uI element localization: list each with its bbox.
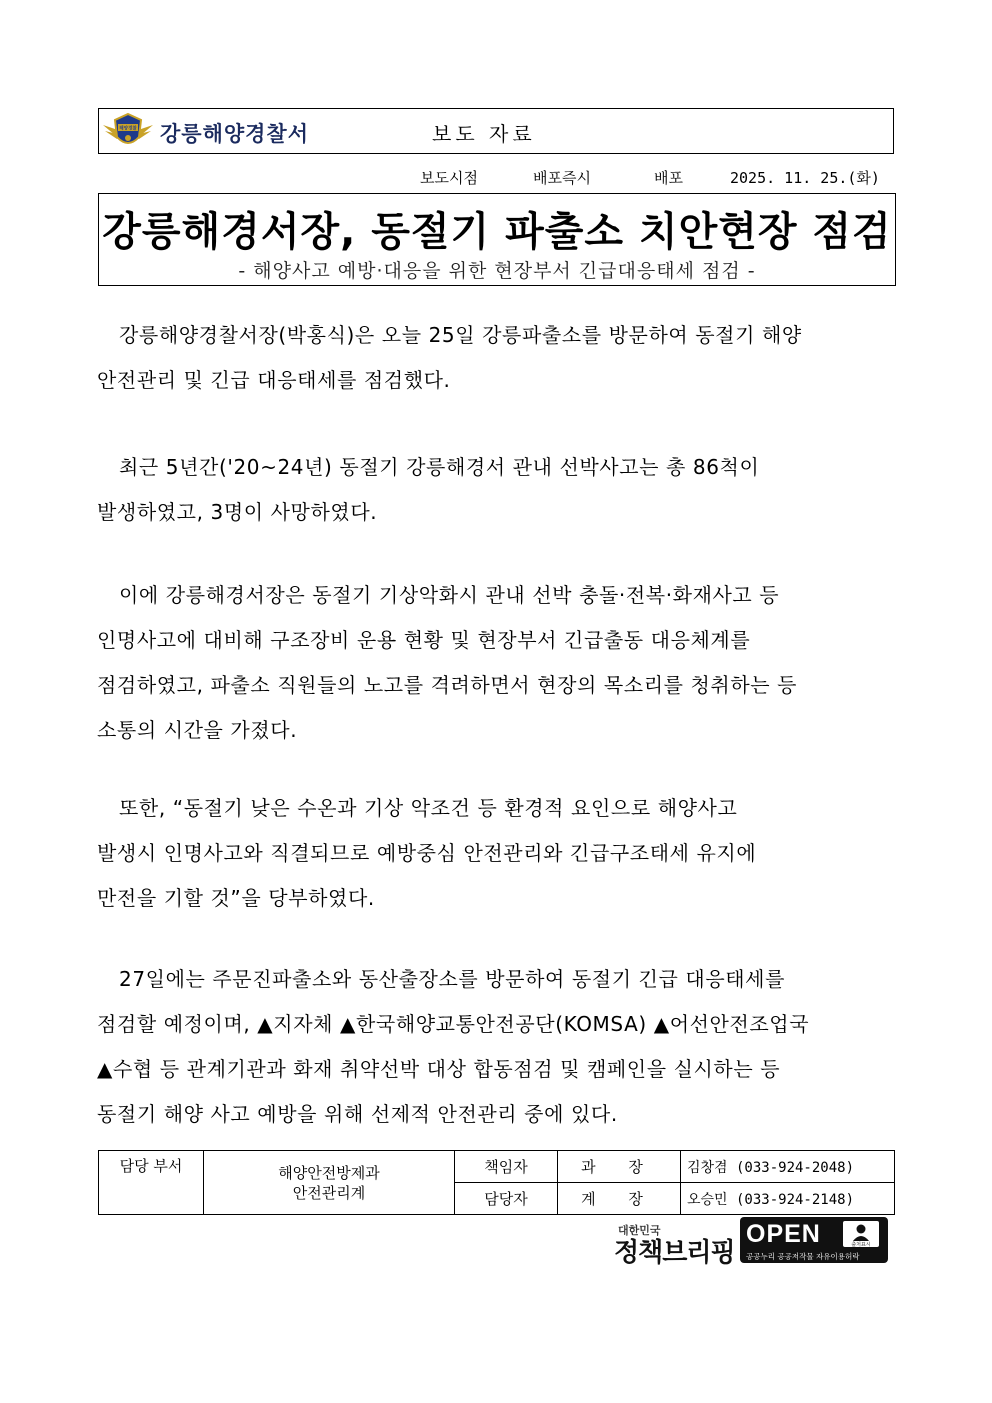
briefing-logo-small: 대한민국: [618, 1224, 661, 1237]
position-cell: 계 장: [558, 1183, 681, 1215]
dept-label: 담당 부서: [99, 1151, 204, 1215]
subtitle: - 해양사고 예방·대응을 위한 현장부서 긴급대응태세 점검 -: [238, 260, 756, 282]
paragraph-4: [97, 786, 895, 921]
paragraph-line: ▲수협 등 관계기관과 화재 취약선박 대상 합동점검 및 캠페인을 실시하는 등: [97, 1057, 781, 1081]
attribution-label: 출처표시: [851, 1242, 871, 1247]
paragraph-line: 최근 5년간('20~24년) 동절기 강릉해경서 관내 선박사고는 총 86척이: [119, 455, 760, 479]
briefing-logo: 정책브리핑: [614, 1238, 735, 1268]
paragraph-line: 또한, “동절기 낮은 수온과 기상 악조건 등 환경적 요인으로 해양사고: [119, 796, 738, 820]
paragraph-line: 발생시 인명사고와 직결되므로 예방중심 안전관리와 긴급구조태세 유지에: [97, 841, 757, 865]
press-release-label: 보도 자료: [432, 122, 536, 146]
person-cell: 김창겸 (033-924-2048): [681, 1151, 895, 1183]
table-row: [99, 1151, 895, 1183]
paragraph-line: 소통의 시간을 가졌다.: [97, 718, 298, 742]
paragraph-line: 만전을 기할 것”을 당부하였다.: [97, 886, 375, 910]
dept-name-line2: 안전관리계: [292, 1183, 366, 1202]
open-logo-subtext: 공공누리 공공저작물 자유이용허락: [746, 1252, 860, 1261]
paragraph-2: [97, 445, 895, 535]
position-cell: 과 장: [558, 1151, 681, 1183]
release-time-value: 배포즉시: [533, 169, 591, 187]
paragraph-3: [97, 573, 895, 753]
paragraph-line: 27일에는 주문진파출소와 동산출장소를 방문하여 동절기 긴급 대응태세를: [119, 967, 785, 991]
attribution-icon: [843, 1221, 879, 1247]
role-cell: 책임자: [455, 1151, 558, 1183]
release-time-label: 보도시점: [420, 169, 478, 187]
paragraph-line: 점검할 예정이며, ▲지자체 ▲한국해양교통안전공단(KOMSA) ▲어선안전조업국: [97, 1012, 810, 1036]
agency-name: 강릉해양경찰서: [160, 122, 310, 146]
paragraph-line: 강릉해양경찰서장(박홍식)은 오늘 25일 강릉파출소를 방문하여 동절기 해양: [119, 323, 802, 347]
emblem-label: 해양경찰: [119, 126, 137, 132]
paragraph-line: 발생하였고, 3명이 사망하였다.: [97, 500, 378, 524]
paragraph-1: [97, 313, 895, 403]
paragraph-line: 점검하였고, 파출소 직원들의 노고를 격려하면서 현장의 목소리를 청취하는 등: [97, 673, 798, 697]
paragraph-line: 이에 강릉해경서장은 동절기 기상악화시 관내 선박 충돌·전복·화재사고 등: [119, 583, 780, 607]
main-title: 강릉해경서장, 동절기 파출소 치안현장 점검: [102, 209, 892, 255]
dept-name-line1: 해양안전방제과: [278, 1163, 380, 1182]
paragraph-line: 동절기 해양 사고 예방을 위해 선제적 안전관리 중에 있다.: [97, 1102, 618, 1126]
distribution-label: 배포: [654, 169, 683, 187]
release-date: 2025. 11. 25.(화): [730, 169, 880, 187]
dept-name: [204, 1151, 455, 1215]
person-cell: 오승민 (033-924-2148): [681, 1183, 895, 1215]
paragraph-line: 안전관리 및 긴급 대응태세를 점검했다.: [97, 368, 451, 392]
paragraph-5: [97, 957, 895, 1137]
open-logo-text: OPEN: [746, 1220, 821, 1248]
contact-table: [98, 1150, 895, 1215]
paragraph-line: 인명사고에 대비해 구조장비 운용 현황 및 현장부서 긴급출동 대응체계를: [97, 628, 751, 652]
role-cell: 담당자: [455, 1183, 558, 1215]
coast-guard-emblem-icon: [101, 111, 155, 151]
